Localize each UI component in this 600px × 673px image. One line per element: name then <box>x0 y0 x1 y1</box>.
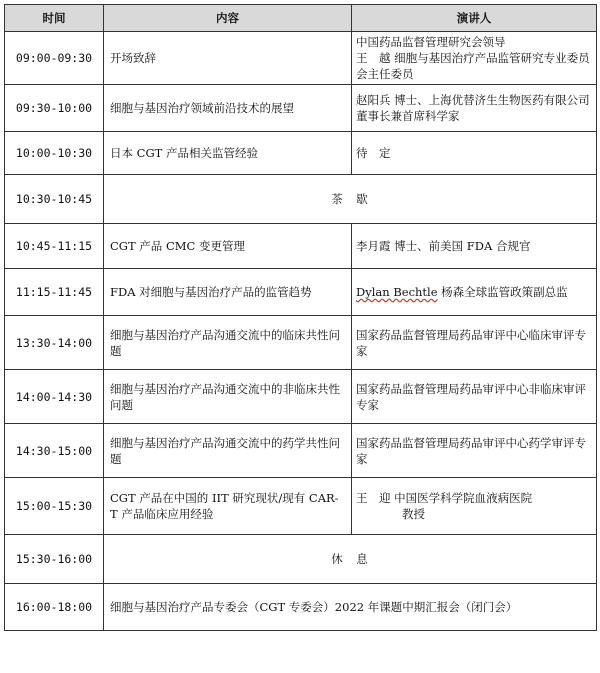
time-cell: 14:30-15:00 <box>5 424 104 478</box>
speaker-cell <box>352 269 597 316</box>
table-row <box>5 424 597 478</box>
table-row <box>5 269 597 316</box>
content-cell: 细胞与基因治疗产品沟通交流中的非临床共性问题 <box>104 370 352 424</box>
content-cell: CGT 产品在中国的 IIT 研究现状/现有 CAR-T 产品临床应用经验 <box>104 478 352 535</box>
time-cell: 13:30-14:00 <box>5 316 104 370</box>
time-cell: 10:30-10:45 <box>5 175 104 224</box>
speaker-name-underlined: Dylan Bechtle <box>356 285 438 299</box>
table-row <box>5 132 597 175</box>
table-row <box>5 316 597 370</box>
content-cell: 日本 CGT 产品相关监管经验 <box>104 132 352 175</box>
table-row <box>5 224 597 269</box>
time-cell: 11:15-11:45 <box>5 269 104 316</box>
break-cell: 茶 歇 <box>104 175 597 224</box>
speaker-title: 杨森全球监管政策副总监 <box>437 285 568 299</box>
speaker-line: 教授 <box>356 507 425 521</box>
time-cell: 09:30-10:00 <box>5 85 104 132</box>
time-cell: 10:00-10:30 <box>5 132 104 175</box>
speaker-cell: 国家药品监督管理局药品审评中心临床审评专家 <box>352 316 597 370</box>
time-cell: 09:00-09:30 <box>5 32 104 85</box>
header-speaker: 演讲人 <box>352 5 597 32</box>
content-cell: 细胞与基因治疗产品沟通交流中的药学共性问题 <box>104 424 352 478</box>
table-row <box>5 85 597 132</box>
speaker-line: 王 迎 中国医学科学院血液病医院 <box>356 491 533 505</box>
speaker-cell: 国家药品监督管理局药品审评中心非临床审评专家 <box>352 370 597 424</box>
speaker-cell: 赵阳兵 博士、上海优替济生生物医药有限公司董事长兼首席科学家 <box>352 85 597 132</box>
table-row-break <box>5 175 597 224</box>
table-row <box>5 32 597 85</box>
content-cell: 开场致辞 <box>104 32 352 85</box>
content-cell: 细胞与基因治疗产品沟通交流中的临床共性问题 <box>104 316 352 370</box>
header-row <box>5 5 597 32</box>
speaker-cell <box>352 32 597 85</box>
header-time: 时间 <box>5 5 104 32</box>
time-cell: 16:00-18:00 <box>5 584 104 631</box>
time-cell: 15:00-15:30 <box>5 478 104 535</box>
time-cell: 15:30-16:00 <box>5 535 104 584</box>
header-content: 内容 <box>104 5 352 32</box>
closed-session-cell: 细胞与基因治疗产品专委会（CGT 专委会）2022 年课题中期汇报会（闭门会） <box>104 584 597 631</box>
speaker-cell: 待 定 <box>352 132 597 175</box>
break-cell: 休 息 <box>104 535 597 584</box>
table-row-break <box>5 535 597 584</box>
content-cell: CGT 产品 CMC 变更管理 <box>104 224 352 269</box>
time-cell: 10:45-11:15 <box>5 224 104 269</box>
table-row <box>5 370 597 424</box>
table-row-closed-session <box>5 584 597 631</box>
speaker-cell: 李月霞 博士、前美国 FDA 合规官 <box>352 224 597 269</box>
speaker-cell: 国家药品监督管理局药品审评中心药学审评专家 <box>352 424 597 478</box>
table-row <box>5 478 597 535</box>
speaker-line: 中国药品监督管理研究会领导 <box>356 35 506 49</box>
content-cell: FDA 对细胞与基因治疗产品的监管趋势 <box>104 269 352 316</box>
speaker-line: 王 越 细胞与基因治疗产品监管研究专业委员会主任委员 <box>356 51 590 81</box>
agenda-table <box>4 4 597 631</box>
speaker-cell <box>352 478 597 535</box>
content-cell: 细胞与基因治疗领域前沿技术的展望 <box>104 85 352 132</box>
time-cell: 14:00-14:30 <box>5 370 104 424</box>
